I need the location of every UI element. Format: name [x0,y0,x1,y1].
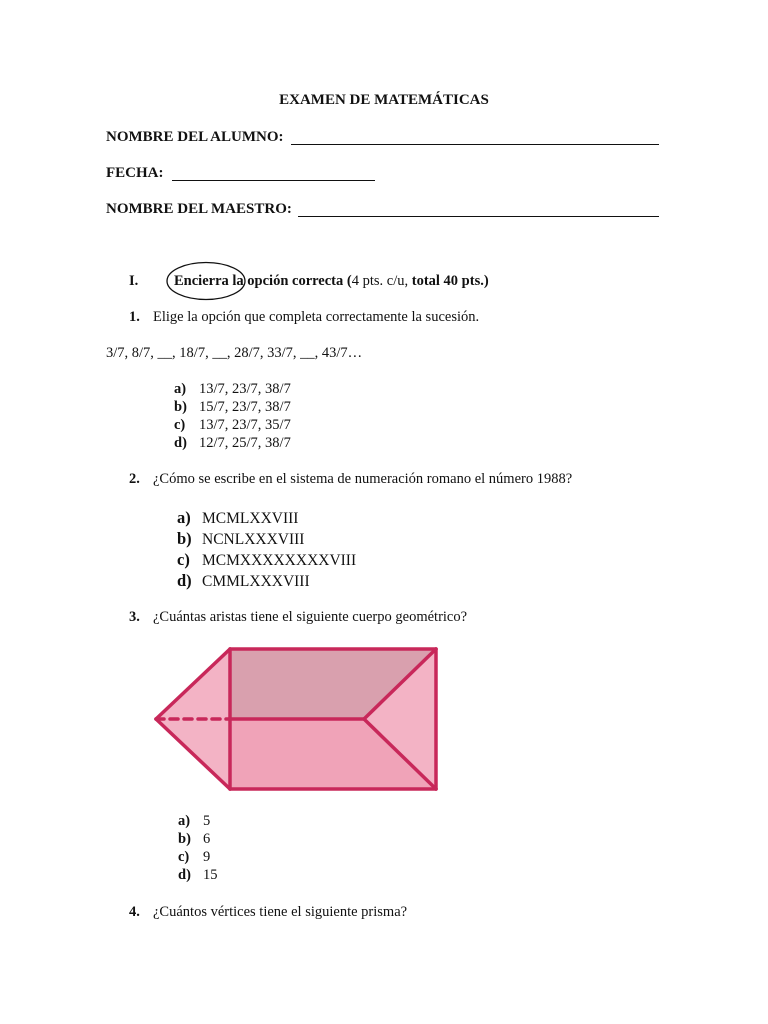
option-text: 15 [203,867,218,883]
question-text: ¿Cómo se escribe en el sistema de numeración romano el número 1988? [153,471,573,487]
option-text: MCMLXXVIII [202,510,299,527]
option-2b[interactable] [177,529,304,549]
option-label: b) [178,831,191,847]
option-2c[interactable] [177,550,356,570]
student-name-label: NOMBRE DEL ALUMNO: [106,129,284,145]
question-4 [129,904,407,921]
question-number: 3. [129,609,140,625]
option-1b[interactable] [174,399,291,416]
triangular-prism-figure [148,642,448,796]
question-2 [129,471,572,488]
option-3c[interactable] [178,849,210,866]
teacher-name-label: NOMBRE DEL MAESTRO: [106,201,292,217]
option-label: d) [174,435,187,451]
points-total: total 40 pts.) [411,273,489,289]
option-label: b) [177,529,192,548]
circle-annotation [165,260,249,302]
question-number: 1. [129,309,140,325]
instruction-circled-word: Encierra [174,273,229,289]
option-label: c) [174,417,186,433]
option-label: d) [177,571,192,590]
option-3d[interactable] [178,867,218,884]
section-numeral: I. [129,273,139,289]
option-3b[interactable] [178,831,210,848]
teacher-name-line[interactable] [298,216,659,217]
option-text: 12/7, 25/7, 38/7 [199,435,291,451]
option-label: c) [177,550,190,569]
option-text: 5 [203,813,211,829]
option-text: 13/7, 23/7, 35/7 [199,417,291,433]
option-1a[interactable] [174,381,291,398]
question-1 [129,309,479,326]
option-3a[interactable] [178,813,210,830]
option-label: a) [174,381,187,397]
question-text: ¿Cuántos vértices tiene el siguiente prisma? [153,904,408,920]
question-3 [129,609,467,626]
question-text: Elige la opción que completa correctamente la sucesión. [153,309,480,325]
date-label: FECHA: [106,165,164,181]
question-number: 2. [129,471,140,487]
points-each: 4 pts. c/u, [351,273,409,289]
student-name-line[interactable] [291,144,659,145]
option-text: 15/7, 23/7, 38/7 [199,399,291,415]
option-label: a) [178,813,191,829]
sequence: 3/7, 8/7, __, 18/7, __, 28/7, 33/7, __, 43/7… [106,345,363,361]
option-label: b) [174,399,187,415]
option-text: 9 [203,849,211,865]
instruction-rest: la opción correcta [232,273,344,289]
question-text: ¿Cuántas aristas tiene el siguiente cuerpo geométrico? [153,609,468,625]
option-text: NCNLXXXVIII [202,531,305,548]
option-label: c) [178,849,190,865]
date-line[interactable] [172,180,375,181]
page-title: EXAMEN DE MATEMÁTICAS [279,92,489,108]
option-1d[interactable] [174,435,291,452]
option-text: CMMLXXXVIII [202,573,310,590]
option-1c[interactable] [174,417,291,434]
option-2d[interactable] [177,571,310,591]
option-text: 6 [203,831,211,847]
option-2a[interactable] [177,508,298,528]
option-text: 13/7, 23/7, 38/7 [199,381,291,397]
option-label: d) [178,867,191,883]
question-number: 4. [129,904,140,920]
option-label: a) [177,508,191,527]
points-open: ( [346,273,352,289]
option-text: MCMXXXXXXXXVIII [202,552,357,569]
